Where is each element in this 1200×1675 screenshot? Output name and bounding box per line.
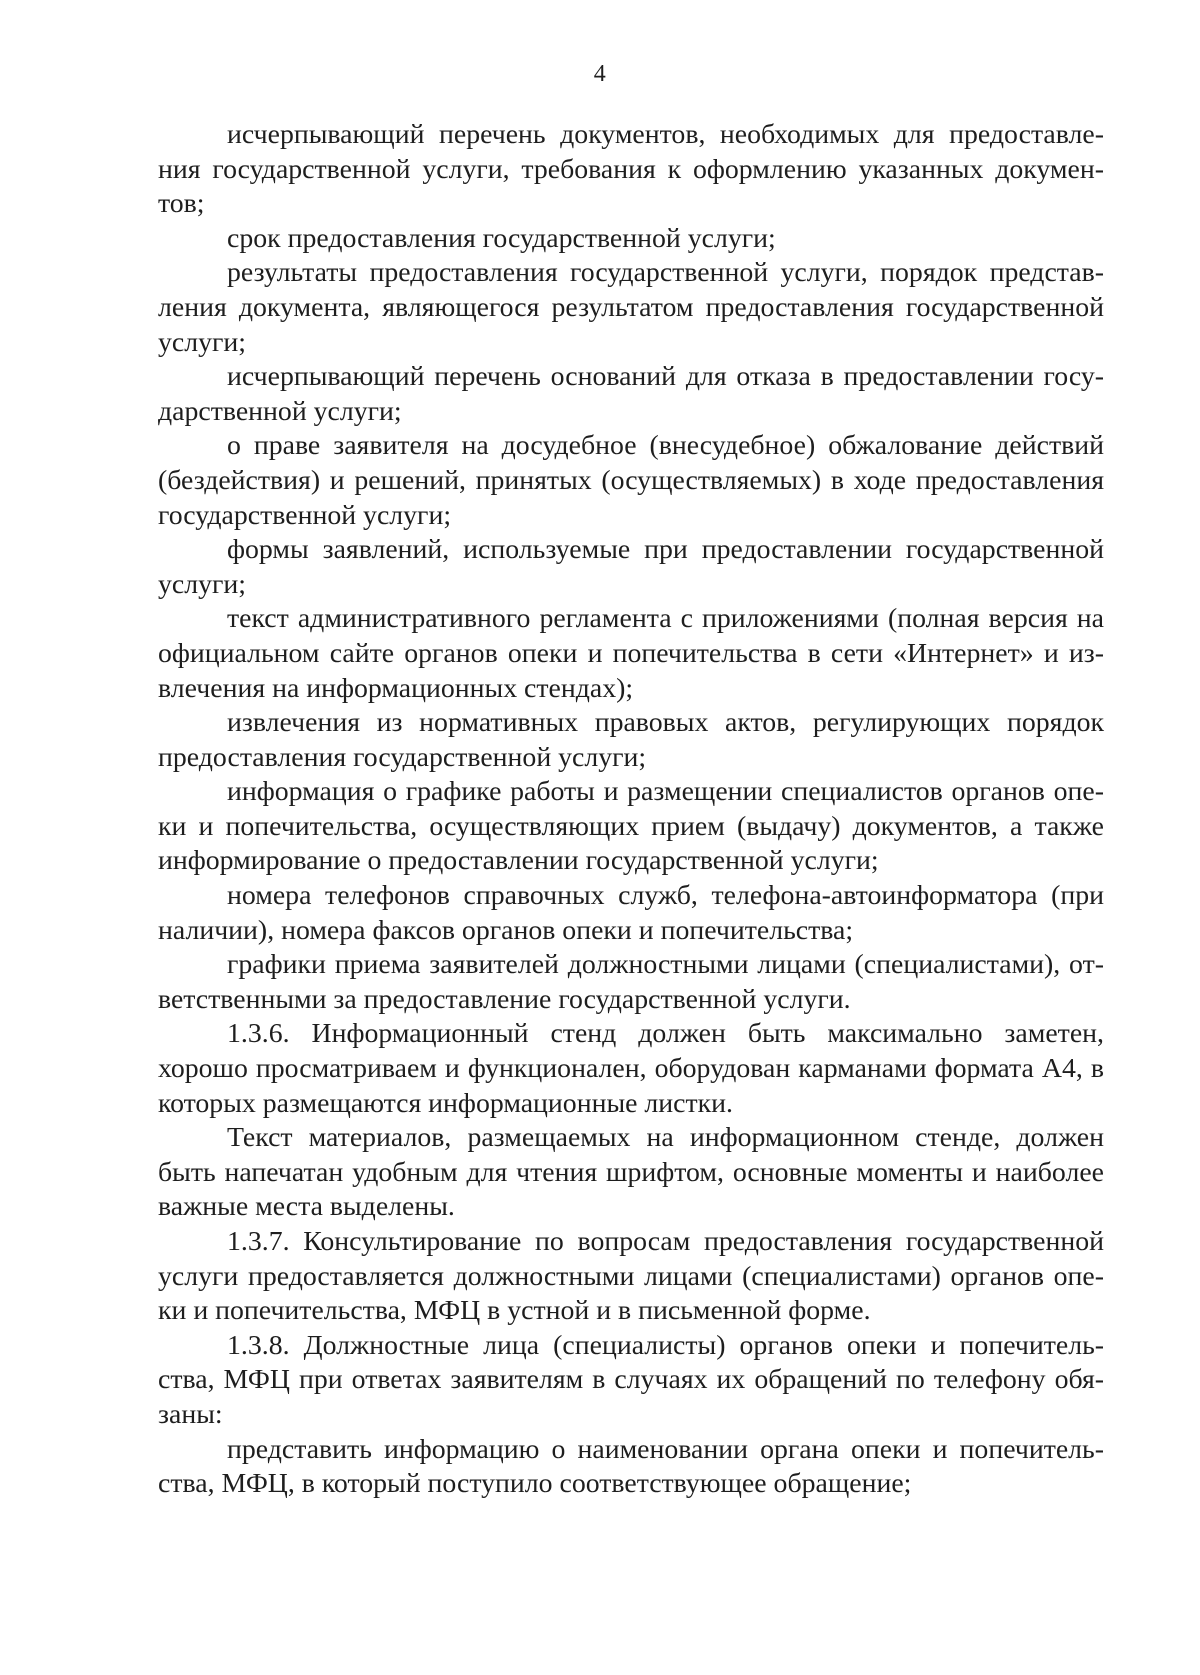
paragraph-section-1-3-7: 1.3.7. Консультирование по вопросам предоставления государственной услуги предоставляется должностными лицами (специалистами) органов опе-ки и попечительства, МФЦ в устной и в письменной форме. (158, 1226, 1104, 1327)
paragraph-work-schedule: информация о графике работы и размещении специалистов органов опе-ки и попечительства, осуществляющих прием (выдачу) документов, а также информирование о предоставлении государственной услуги; (158, 776, 1104, 877)
paragraph-phone-numbers: номера телефонов справочных служб, телефона-автоинформатора (при наличии), номера факсов органов опеки и попечительства; (158, 880, 1104, 946)
paragraph-section-1-3-6: 1.3.6. Информационный стенд должен быть максимально заметен, хорошо просматриваем и функционален, оборудован карманами формата А4, в которых размещаются информационные листки. (158, 1018, 1104, 1119)
paragraph-section-1-3-8: 1.3.8. Должностные лица (специалисты) органов опеки и попечитель-ства, МФЦ при ответах заявителям в случаях их обращений по телефону обя-заны: (158, 1329, 1104, 1430)
paragraph-service-results: результаты предоставления государственной услуги, порядок представ-ления документа, являющегося результатом предоставления государственной услуги; (158, 257, 1104, 358)
paragraph-provide-info: представить информацию о наименовании органа опеки и попечитель-ства, МФЦ, в который поступило соответствующее обращение; (158, 1433, 1104, 1500)
paragraph-document-list: исчерпывающий перечень документов, необходимых для предоставле-ния государственной услуги, требования к оформлению указанных докумен-тов; (158, 119, 1104, 220)
paragraph-appeal-right: о праве заявителя на досудебное (внесудебное) обжалование действий (бездействия) и решений, принятых (осуществляемых) в ходе предоставления государственной услуги; (158, 430, 1104, 531)
paragraph-service-term: срок предоставления государственной услуги; (227, 222, 776, 254)
paragraph-refusal-grounds: исчерпывающий перечень оснований для отказа в предоставлении госу-дарственной услуги; (158, 361, 1104, 427)
paragraph-legal-extracts: извлечения из нормативных правовых актов, регулирующих порядок предоставления государственной услуги; (158, 707, 1104, 773)
document-body (158, 118, 1104, 1502)
paragraph-stand-materials: Текст материалов, размещаемых на информационном стенде, должен быть напечатан удобным для чтения шрифтом, основные моменты и наиболее важные места выделены. (158, 1122, 1104, 1223)
paragraph-regulation-text: текст административного регламента с приложениями (полная версия на официальном сайте органов опеки и попечительства в сети «Интернет» и из-влечения на информационных стендах); (158, 603, 1104, 704)
paragraph-reception-schedule: графики приема заявителей должностными лицами (специалистами), от-ветственными за предоставление государственной услуги. (158, 949, 1104, 1015)
page-number: 4 (593, 61, 607, 87)
paragraph-application-forms: формы заявлений, используемые при предоставлении государственной услуги; (158, 534, 1104, 600)
